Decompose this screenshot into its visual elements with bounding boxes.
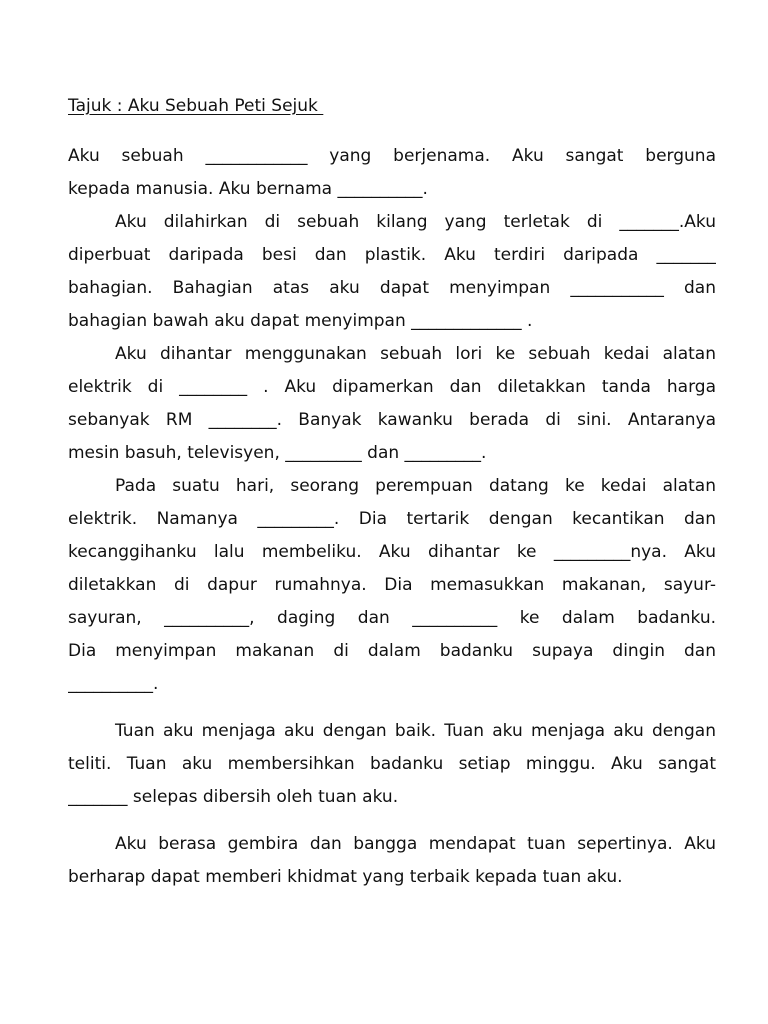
text-line: diletakkan di dapur rumahnya. Dia memasukkan makanan, sayur- xyxy=(68,575,716,595)
text-line: Aku sebuah ____________ yang berjenama. Aku sangat berguna xyxy=(68,146,716,166)
text-line: _______ selepas dibersih oleh tuan aku. xyxy=(68,787,399,807)
text-line: Aku dihantar menggunakan sebuah lori ke sebuah kedai alatan xyxy=(115,344,716,364)
text-line: bahagian bawah aku dapat menyimpan _____________ . xyxy=(68,311,533,331)
text-line: diperbuat daripada besi dan plastik. Aku terdiri daripada _______ xyxy=(68,245,716,265)
text-line: Aku dilahirkan di sebuah kilang yang terletak di _______.Aku xyxy=(115,212,716,232)
text-line: sayuran, __________, daging dan __________ ke dalam badanku. xyxy=(68,608,716,628)
text-line: elektrik di ________ . Aku dipamerkan dan diletakkan tanda harga xyxy=(68,377,716,397)
text-line: kepada manusia. Aku bernama __________. xyxy=(68,179,428,199)
text-line: elektrik. Namanya _________. Dia tertarik dengan kecantikan dan xyxy=(68,509,716,529)
text-line: sebanyak RM ________. Banyak kawanku berada di sini. Antaranya xyxy=(68,410,716,430)
text-line: Pada suatu hari, seorang perempuan datang ke kedai alatan xyxy=(115,476,716,496)
text-line: bahagian. Bahagian atas aku dapat menyimpan ___________ dan xyxy=(68,278,716,298)
document-title: Tajuk : Aku Sebuah Peti Sejuk xyxy=(68,96,324,116)
text-line: Dia menyimpan makanan di dalam badanku supaya dingin dan xyxy=(68,641,716,661)
text-line: mesin basuh, televisyen, _________ dan _________. xyxy=(68,443,487,463)
text-line: Tuan aku menjaga aku dengan baik. Tuan aku menjaga aku dengan xyxy=(115,721,716,741)
text-line: berharap dapat memberi khidmat yang terbaik kepada tuan aku. xyxy=(68,867,623,887)
text-line: kecanggihanku lalu membeliku. Aku dihantar ke _________nya. Aku xyxy=(68,542,716,562)
text-line: __________. xyxy=(68,674,159,694)
text-line: teliti. Tuan aku membersihkan badanku setiap minggu. Aku sangat xyxy=(68,754,716,774)
text-line: Aku berasa gembira dan bangga mendapat tuan sepertinya. Aku xyxy=(115,834,716,854)
